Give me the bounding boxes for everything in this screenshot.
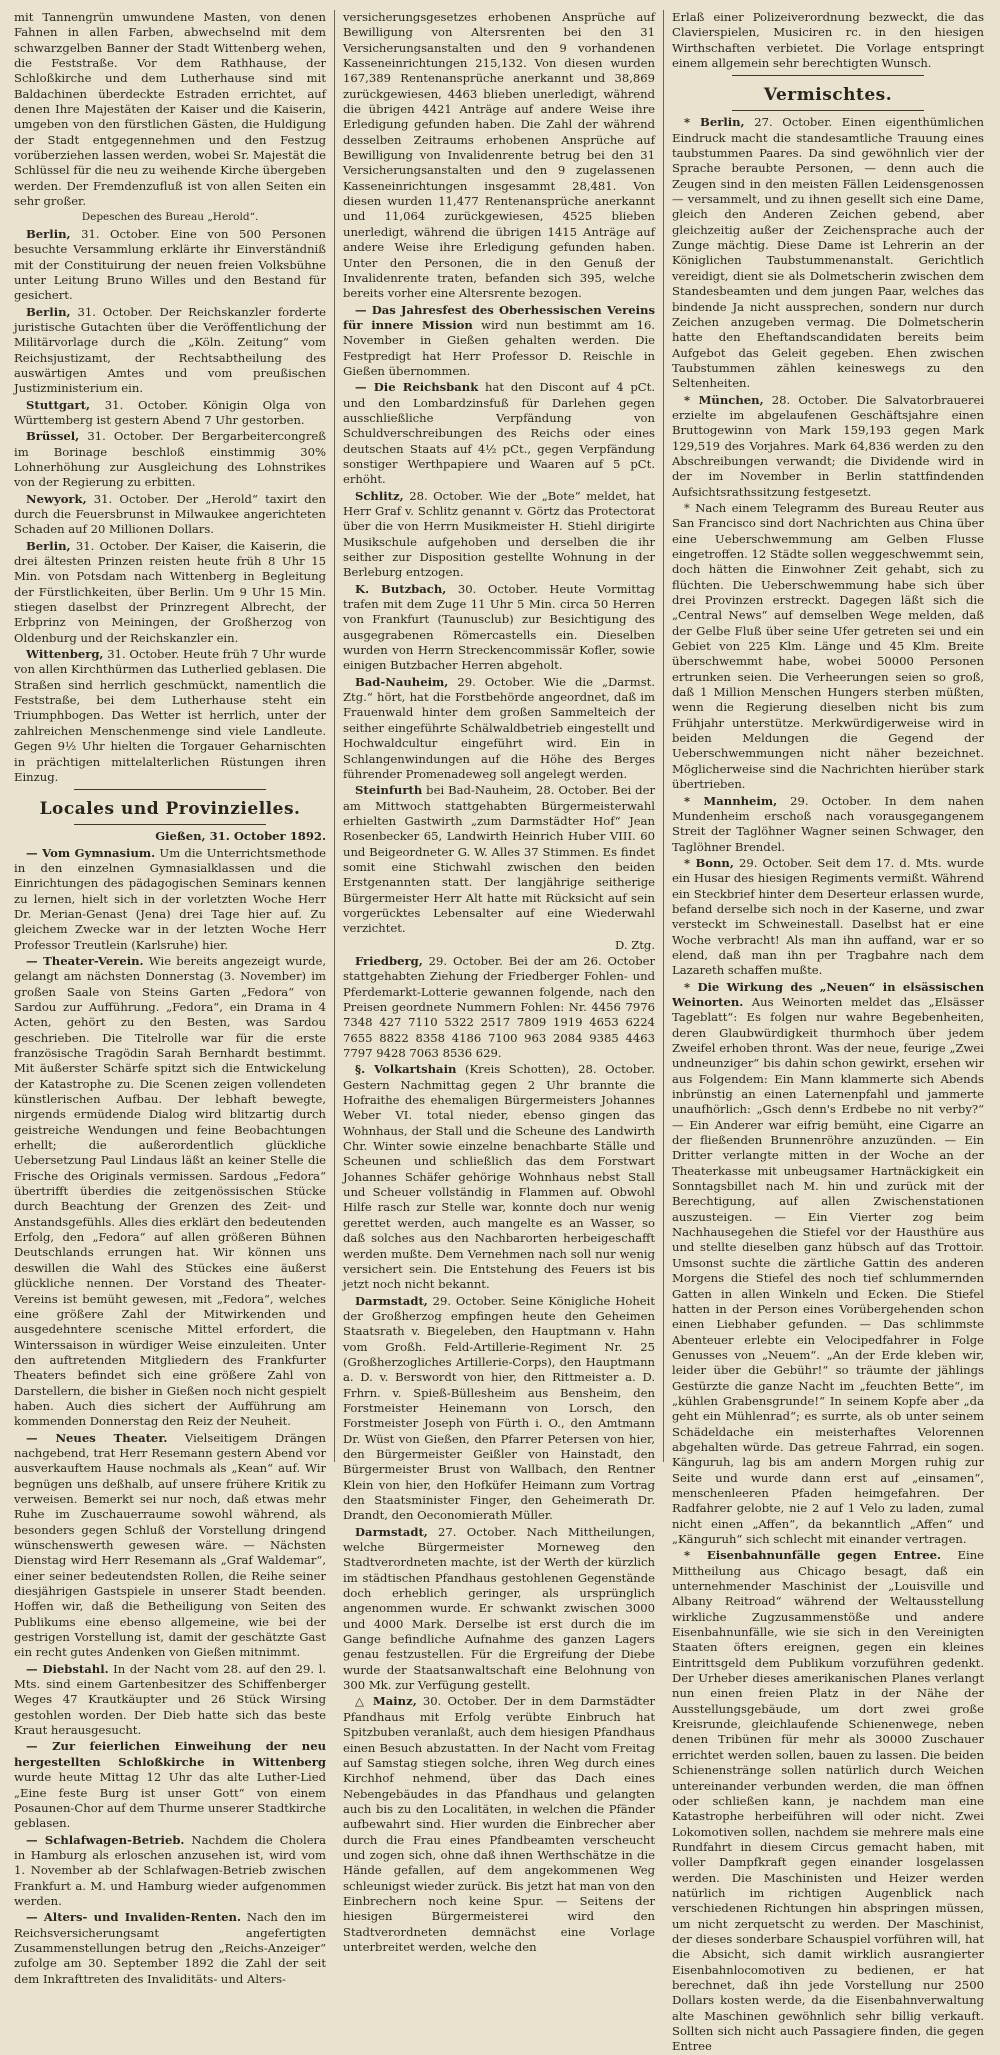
paragraph: Steinfurth bei Bad-Nauheim, 28. October. Bei der am Mittwoch stattgehabten Bürgermeisterwahl erhielten Gastwirth „zum Darmstädter Hof“ Jean Rosenbecker 65, Landwirth Heinrich Huber VIII. 60 und Beigeordneter G. W. Alles 37 Stimmen. Es findet somit eine Stichwahl zwischen den beiden Erstgenannten statt. Der langjährige seitherige Bürgermeister Herr Alt hatte mit Rücksicht auf sein vorgerücktes Lebensalter auf eine Wiederwahl verzichtet.: [343, 783, 656, 936]
paragraph: Stuttgart, 31. October. Königin Olga von Württemberg ist gestern Abend 7 Uhr gestorben.: [14, 397, 327, 427]
paragraph: — Alters- und Invaliden-Renten. Nach den im Reichsversicherungsamt angefertigten Zusammenstellungen betrug den „Reichs-Anzeiger“ zufolge am 30. September 1892 die Zahl der seit dem Inkrafttreten des Invaliditäts- und Alters-: [14, 1910, 327, 1986]
paragraph: mit Tannengrün umwundene Masten, von denen Fahnen in allen Farben, abwechselnd mit dem schwarzgelben Banner der Stadt Wittenberg wehen, die Feststraße. Vor dem Rathhause, der Schloßkirche und dem Lutherhause sind mit Baldachinen überdeckte Estraden errichtet, auf denen Ihre Majestäten der Kaiser und die Kaiserin, umgeben von den fürstlichen Gästen, die Huldigung der Stadt entgegennehmen und den Festzug vorüberziehen lassen werden, wobei Sr. Majestät die Schlüssel für die neu zu weihende Kirche übergeben werden. Der Fremdenzufluß ist von allen Seiten ein sehr großer.: [14, 10, 327, 209]
paragraph: Berlin, 31. October. Eine von 500 Personen besuchte Versammlung erklärte ihr Einverständniß mit der Constituirung der neuen freien Volksbühne unter Leitung Bruno Willes und den Bestand für gesichert.: [14, 226, 327, 303]
column-rule: [334, 10, 335, 1462]
section-heading: Vermischtes.: [763, 85, 893, 106]
paragraph: versicherungsgesetzes erhobenen Ansprüche auf Bewilligung von Altersrenten bei den 31 Versicherungsanstalten und den 9 vorhandenen Kasseneinrichtungen 215,132. Von diesen wurden 167,389 Rentenansprüche anerkannt und 38,869 zurückgewiesen, 4463 blieben unerledigt, während die übrigen 4421 Anträge auf andere Weise ihre Erledigung gefunden haben. Die Zahl der während desselben Zeitraums erhobenen Ansprüche auf Bewilligung von Invalidenrente betrug bei den 31 Versicherungsanstalten und den 9 zugelassenen Kasseneinrichtungen insgesammt 28,481. Von diesen wurden 11,477 Rentenansprüche anerkannt und 11,064 zurückgewiesen, 4525 blieben unerledigt, während die übrigen 1415 Anträge auf andere Weise ihre Erledigung gefunden haben. Unter den Personen, die in den Genuß der Invalidenrente traten, befanden sich 395, welche bereits vorher eine Altersrente bezogen.: [343, 10, 656, 301]
paragraph: * Nach einem Telegramm des Bureau Reuter aus San Francisco sind dort Nachrichten aus China über eine Ueberschwemmung am Gelben Flusse eingetroffen. 12 Städte sollen weggeschwemmt sein, doch hätten die Einwohner Zeit gehabt, sich zu flüchten. Die Ueberschwemmung habe sich über drei Provinzen erstreckt. Dagegen läßt sich die „Central News“ auf demselben Wege melden, daß der Gelbe Fluß über seine Ufer getreten sei und ein Gebiet von 225 Klm. Länge und 45 Klm. Breite überschwemmt habe, wobei 50000 Personen ertrunken seien. Die Verheerungen seien so groß, daß 1 Million Menschen Hungers sterben müßten, wenn die Regierung dieselben nicht bis zum Frühjahr unterstütze. Merkwürdigerweise wird in beiden Meldungen die Gegend der Ueberschwemmungen nicht näher bezeichnet. Möglicherweise sind die Nachrichten hierüber stark übertrieben.: [672, 500, 985, 792]
paragraph: — Vom Gymnasium. Um die Unterrichtsmethode in den einzelnen Gymnasialklassen und die Einrichtungen des pädagogischen Seminars kennen zu lernen, hielt sich in der vorletzten Woche Herr Dr. Merian-Genast (Jena) drei Tage hier auf. Zu gleichem Zwecke war in der letzten Woche Herr Professor Treutlein (Karlsruhe) hier.: [14, 845, 327, 952]
paragraph: — Die Reichsbank hat den Discont auf 4 pCt. und den Lombardzinsfuß für Darlehen gegen ausschließliche Verpfändung von Schuldverschreibungen des Reichs oder eines deutschen Staats auf 4½ pCt., gegen Verpfändung sonstiger Werthpapiere und Waaren auf 5 pCt. erhöht.: [343, 380, 656, 487]
paragraph: K. Butzbach, 30. October. Heute Vormittag trafen mit dem Zuge 11 Uhr 5 Min. circa 50 Herren von Frankfurt (Taunusclub) zur Besichtigung des ausgegrabenen Römercastells ein. Dieselben wurden von Herrn Streckencommissär Kofler, sowie einigen Butzbacher Herren abgeholt.: [343, 581, 656, 673]
column-3: [672, 10, 985, 2054]
paragraph: * Berlin, 27. October. Einen eigenthümlichen Eindruck macht die standesamtliche Trauung eines taubstummen Paares. Da sind gewöhnlich vier der Sprache beraubte Personen, — denn auch die Zeugen sind in den meisten Fällen Leidensgenossen — versammelt, und zu ihnen gesellt sich eine Dame, gleich den Anderen Zeichen gebend, aber gleichzeitig außer der Zeichensprache auch der Zunge mächtig. Diese Dame ist Lehrerin an der Königlichen Taubstummenanstalt. Gerichtlich vereidigt, dient sie als Dolmetscherin zwischen dem Standesbeamten und dem jungen Paar, welches das bindende Ja nicht aussprechen, sondern nur durch Zeichen anzugeben vermag. Die Dolmetscherin hatte den Eheftandscandidaten bereits beim Aufgebot das Geleit gegeben. Ehen zwischen Taubstummen zählen keineswegs zu den Seltenheiten.: [672, 115, 985, 391]
section-divider: [732, 110, 924, 111]
paragraph: * Eisenbahnunfälle gegen Entree. Eine Mittheilung aus Chicago besagt, daß ein unternehmender Maschinist der „Louisville und Albany Reitroad“ während der Weltausstellung wirkliche Zugzusammenstöße und andere Eisenbahnunfälle, wie sie sich in den Vereinigten Staaten öfters ereignen, gegen ein kleines Eintrittsgeld dem Publikum vorzuführen gedenkt. Der Urheber dieses amerikanischen Planes verlangt nun einen freien Platz in der Nähe der Ausstellungsgebäude, um dort zwei große Kreisrunde, gleichlaufende Schienenwege, neben denen Tribünen für mehr als 30000 Zuschauer errichtet werden sollen, bauen zu lassen. Die beiden Schienenstränge sollen natürlich durch Weichen untereinander verbunden werden, die man öffnen oder schließen kann, je nachdem man eine Katastrophe herbeiführen will oder nicht. Zwei Lokomotiven sollen, nachdem sie mehrere mals eine Rundfahrt in diesem Circus gemacht haben, mit voller Dampfkraft gegen einander losgelassen werden. Die Maschinisten und Heizer werden natürlich im richtigen Augenblick nach verschiedenen Richtungen hin abspringen müssen, um nicht zerquetscht zu werden. Der Maschinist, der dieses sonderbare Schauspiel vorführen will, hat die Absicht, sich damit wirklich ausrangierter Eisenbahnlocomotiven zu bedienen, er hat berechnet, daß ihn jede Vorstellung nur 2500 Dollars kosten werde, da die Eisenbahnverwaltung alte Maschinen gewöhnlich sehr billig verkauft. Sollten sich nicht auch Passagiere finden, die gegen Entree: [672, 1548, 985, 2054]
paragraph: — Theater-Verein. Wie bereits angezeigt wurde, gelangt am nächsten Donnerstag (3. November) im großen Saale von Steins Garten „Fedora“ von Sardou zur Aufführung. „Fedora“, ein Drama in 4 Acten, gehört zu den Besten, was Sardou geschrieben. Die Titelrolle war für die erste französische Tragödin Sarah Bernhardt bestimmt. Mit äußerster Schärfe spitzt sich die Entwickelung der Katastrophe zu. Die Scenen zeigen vollendeten künstlerischen Aufbau. Der lebhaft bewegte, nirgends ermüdende Dialog wird blitzartig durch geistreiche Wendungen und feine Beobachtungen erhellt; die außerordentlich glückliche Uebersetzung Paul Lindaus läßt an keiner Stelle die Frische des Originals vermissen. Sardous „Fedora“ übertrifft überdies die zeitgenössischen Stücke durch Beachtung der Grenzen des Zeit- und Anstandsgefühls. Alles dies erklärt den bedeutenden Erfolg, den „Fedora“ auf allen größeren Bühnen Deutschlands errungen hat. Wir können uns deswillen die Wahl des Stückes eine äußerst glückliche nennen. Der Vorstand des Theater-Vereins ist bemüht gewesen, mit „Fedora“, welches eine größere Zahl der Mitwirkenden und ausgedehntere scenische Mittel erfordert, die Winterssaison in würdiger Weise einzuleiten. Unter den auftretenden Mitgliedern des Frankfurter Theaters befindet sich eine größere Zahl von Darstellern, die bisher in Gießen noch nicht gespielt haben. Auch dies sichert der Aufführung am kommenden Donnerstag den Reiz der Neuheit.: [14, 953, 327, 1429]
paragraph: — Neues Theater. Vielseitigem Drängen nachgebend, trat Herr Resemann gestern Abend vor ausverkauftem Hause nochmals als „Kean“ auf. Wir begnügen uns deßhalb, auf unsere frühere Kritik zu verweisen. Bemerkt sei nur noch, daß etwas mehr Ruhe im Zuschauerraume sowohl während, als besonders gegen Schluß der Vorstellung dringend wünschenswerth gewesen wäre. — Nächsten Dienstag wird Herr Resemann als „Graf Waldemar“, einer seiner bedeutendsten Rollen, die Reihe seiner diesjährigen Gastspiele in unserer Stadt beenden. Hoffen wir, daß die Betheiligung von Seiten des Publikums eine ebenso allgemeine, wie bei der gestrigen Vorstellung ist, damit der geschätzte Gast ein recht gutes Andenken von Gießen mitnimmt.: [14, 1430, 327, 1660]
section-heading: Locales und Provinzielles.: [39, 799, 301, 820]
dateline: Gießen, 31. October 1892.: [155, 829, 327, 844]
column-1: [14, 10, 327, 1986]
paragraph: Erlaß einer Polizeiverordnung bezweckt, die das Clavierspielen, Musiciren rc. in den hiesigen Wirthschaften verbietet. Die Vorlage entspringt einem allgemein sehr berechtigten Wunsch.: [672, 10, 985, 71]
paragraph: Berlin, 31. October. Der Kaiser, die Kaiserin, die drei ältesten Prinzen reisten heute früh 8 Uhr 15 Min. von Potsdam nach Wittenberg in Begleitung der Fürstlichkeiten, über Berlin. Um 9 Uhr 15 Min. stiegen daselbst der Prinzregent Albrecht, der Erbprinz von Meiningen, der Großherzog von Oldenburg und der Reichskanzler ein.: [14, 538, 327, 645]
columns: [14, 10, 985, 2054]
paragraph: Darmstadt, 27. October. Nach Mittheilungen, welche Bürgermeister Morneweg den Stadtverordneten machte, ist der Werth der kürzlich im städtischen Pfandhaus gestohlenen Gegenstände doch erheblich geringer, als ursprünglich angenommen wurde. Er schwankt zwischen 3000 und 4000 Mark. Derselbe ist erst durch die im Gange befindliche Aufnahme des ganzen Lagers genau festzustellen. Für die Ergreifung der Diebe wurde der Staatsanwaltschaft eine Belohnung von 300 Mk. zur Verfügung gestellt.: [343, 1524, 656, 1693]
paragraph: — Schlafwagen-Betrieb. Nachdem die Cholera in Hamburg als erloschen anzusehen ist, wird vom 1. November ab der Schlafwagen-Betrieb zwischen Frankfurt a. M. und Hamburg wieder aufgenommen werden.: [14, 1832, 327, 1908]
column-2: [343, 10, 656, 1954]
paragraph: Schlitz, 28. October. Wie der „Bote“ meldet, hat Herr Graf v. Schlitz genannt v. Görtz das Protectorat über die von Herrn Musikmeister H. Stiehl dirigirte Musikschule aufgehoben und derselben die ihr seither zur Disposition gestellte Wohnung in der Berleburg entzogen.: [343, 488, 656, 580]
section-divider: [74, 789, 266, 790]
source-credit: D. Ztg.: [614, 937, 656, 952]
paragraph: * München, 28. October. Die Salvatorbrauerei erzielte im abgelaufenen Geschäftsjahre einen Bruttogewinn von Mark 159,193 gegen Mark 129,519 des Vorjahres. Mark 64,836 werden zu den Abschreibungen verwandt; die Dividende wird in der im November in Berlin stattfindenden Aufsichtsrathssitzung festgesetzt.: [672, 392, 985, 499]
paragraph: Darmstadt, 29. October. Seine Königliche Hoheit der Großherzog empfingen heute den Geheimen Staatsrath v. Biegeleben, den Hauptmann v. Hahn vom Großh. Feld-Artillerie-Regiment Nr. 25 (Großherzogliches Artillerie-Corps), den Hauptmann a. D. v. Berswordt von hier, den Rittmeister a. D. Frhrn. v. Spieß-Büllesheim aus Bensheim, den Forstmeister Heinemann von Lorsch, den Forstmeister Joseph von Fürth i. O., den Amtmann Dr. Wüst von Gießen, den Pfarrer Petersen von hier, den Bürgermeister Geißler von Hainstadt, den Bürgermeister Brust von Wallbach, den Rentner Klein von hier, den Hofküfer Heimann zum Vortrag den Staatsminister Finger, den Geheimerath Dr. Drandt, den Oeconomierath Müller.: [343, 1293, 656, 1523]
paragraph: — Zur feierlichen Einweihung der neu hergestellten Schloßkirche in Wittenberg wurde heute Mittag 12 Uhr das alte Luther-Lied „Eine feste Burg ist unser Gott“ von einem Posaunen-Chor auf dem Thurme unserer Stadtkirche geblasen.: [14, 1739, 327, 1831]
paragraph: △ Mainz, 30. October. Der in dem Darmstädter Pfandhaus mit Erfolg verübte Einbruch hat Spitzbuben veranlaßt, auch dem hiesigen Pfandhaus einen Besuch abzustatten. In der Nacht vom Freitag auf Samstag stiegen solche, ihren Weg durch eines Kirchhof nehmend, über das Dach eines Nebengebäudes in das Pfandhaus und gelangten auch bis zu den Localitäten, in welchen die Pfänder aufbewahrt sind. Hier wurden die Einbrecher aber durch die Frau eines Pfandbeamten verscheucht und zogen sich, ohne daß ihnen Werthschätze in die Hände gefallen, auf dem angekommenen Weg schleunigst wieder zurück. Bis jetzt hat man von den Einbrechern noch keine Spur. — Seitens der hiesigen Bürgermeisterei wird den Stadtverordneten demnächst eine Vorlage unterbreitet werden, welche den: [343, 1694, 656, 1954]
paragraph: Brüssel, 31. October. Der Bergarbeitercongreß im Borinage beschloß einstimmig 30% Lohnerhöhung zur Ausgleichung des Lohnstrikes von der Regierung zu erbitten.: [14, 429, 327, 490]
section-divider: [74, 824, 266, 825]
paragraph: Newyork, 31. October. Der „Herold“ taxirt den durch die Feuersbrunst in Milwaukee angerichteten Schaden auf 20 Millionen Dollars.: [14, 491, 327, 537]
paragraph: * Mannheim, 29. October. In dem nahen Mundenheim erschoß nach vorausgegangenem Streit der Taglöhner Wagner seinen Schwager, den Taglöhner Brendel.: [672, 793, 985, 854]
paragraph: §. Volkartshain (Kreis Schotten), 28. October. Gestern Nachmittag gegen 2 Uhr brannte die Hofraithe des ehemaligen Bürgermeisters Johannes Weber VI. total nieder, ebenso gingen das Wohnhaus, der Stall und die Scheune des Landwirth Chr. Winter sowie einzelne benachbarte Ställe und Scheunen und schließlich das dem Forstwart Johannes Schäfer gehörige Wohnhaus nebst Stall und Scheuer vollständig in Flammen auf. Obwohl Hilfe rasch zur Stelle war, konnte doch nur wenig gerettet werden, auch mangelte es an Wasser, so daß solches aus den Nachbarorten herbeigeschafft werden mußte. Dem Vernehmen nach soll nur wenig versichert sein. Die Entstehung des Feuers ist bis jetzt noch nicht bekannt.: [343, 1062, 656, 1292]
column-rule: [663, 10, 664, 1462]
paragraph: * Die Wirkung des „Neuen“ in elsässischen Weinorten. Aus Weinorten meldet das „Elsässer Tageblatt“: Es folgen nur wahre Begebenheiten, deren Glaubwürdigkeit thurmhoch über jedem Zweifel erhoben thront. Was der neue, feurige „Zwei undneunziger“ bis dahin schon gewirkt, ersehen wir aus Folgendem: Ein Mann klammerte sich Abends inbrünstig an einen Laternenpfahl und jammerte unaufhörlich: „Gsch denn's Erdbebe no nit verby?“ — Ein Anderer war eifrig bemüht, eine Cigarre an der fließenden Brunnenröhre anzuzünden. — Ein Dritter verlangte mitten in der Woche an der Theaterkasse mit unbeugsamer Hartnäckigkeit ein Sonntagsbillet nach M. hin und zurück mit der Berechtigung, auf allen Zwischenstationen auszusteigen. — Ein Vierter zog beim Nachhausegehen die Stiefel vor der Hausthüre aus und stellte dieselben ganz hübsch auf das Trottoir. Umsonst suchte die zärtliche Gattin des anderen Morgens die Stiefel des noch tief schlummernden Gatten in allen Winkeln und Ecken. Die Stiefel hatten in der Person eines Vorübergehenden schon einen Liebhaber gefunden. — Das schlimmste Abenteuer erlebte ein Velocipedfahrer in Folge Genusses von „Neuem“. „An der Erde kleben wir, leider über die Gebühr!“ so träumte der jählings Gestürzte die ganze Nacht im „feuchten Bette“, im „kühlen Grabensgrunde!“ In seinem Kopfe aber „da geht ein Mühlenrad“; es surrte, als ob unter seinem Schädeldache ein meisterhaftes Velorennen abgehalten würde. Das getreue Fahrrad, ein sogen. Känguruh, lag bis am andern Morgen ruhig zur Seite und wurde dann erst auf „einsamen“, menschenleeren Pfaden heimgefahren. Der Radfahrer gelobte, nie 2 auf 1 Velo zu laden, zumal nicht einen „Affen“, da bekanntlich „Affen“ und „Känguruh“ sich schlecht mit einander vertragen.: [672, 979, 985, 1546]
paragraph: — Das Jahresfest des Oberhessischen Vereins für innere Mission wird nun bestimmt am 16. November in Gießen gehalten werden. Die Festpredigt hat Herr Professor D. Reischle in Gießen übernommen.: [343, 302, 656, 378]
paragraph: — Diebstahl. In der Nacht vom 28. auf den 29. l. Mts. sind einem Gartenbesitzer des Schiffenberger Weges 47 Krautkäupter und 26 Stück Wirsing gestohlen worden. Der Dieb hatte sich das beste Kraut herausgesucht.: [14, 1661, 327, 1738]
section-divider: [732, 75, 924, 76]
paragraph: Berlin, 31. October. Der Reichskanzler forderte juristische Gutachten über die Veröffentlichung der Militärvorlage durch die „Köln. Zeitung“ vom Reichsjustizamt, der Rechtsabtheilung des auswärtigen Amtes und vom preußischen Justizministerium ein.: [14, 304, 327, 396]
depeschen-heading: Depeschen des Bureau „Herold“.: [81, 211, 259, 224]
paragraph: Wittenberg, 31. October. Heute früh 7 Uhr wurde von allen Kirchthürmen das Lutherlied geblasen. Die Straßen sind herrlich geschmückt, namentlich die Feststraße, bei dem Lutherhause steht ein Triumphbogen. Das Wetter ist herrlich, unter der zahlreichen Menschenmenge sind viele Landleute. Gegen 9½ Uhr hielten die Torgauer Geharnischten in prächtigen mittelalterlichen Rüstungen ihren Einzug.: [14, 647, 327, 784]
paragraph: Friedberg, 29. October. Bei der am 26. October stattgehabten Ziehung der Friedberger Fohlen- und Pferdemarkt-Lotterie gewannen folgende, nach den Preisen geordnete Nummern Fohlen: Nr. 4456 7976 7348 427 7110 5322 2517 7809 1919 4653 6224 7655 8822 8358 4186 7100 963 2084 9385 4463 7797 9428 7063 8536 629.: [343, 953, 656, 1061]
paragraph: Bad-Nauheim, 29. October. Wie die „Darmst. Ztg.“ hört, hat die Forstbehörde angeordnet, daß im Frauenwald hinter dem großen Sammelteich der seither eingeführte Schälwaldbetrieb eingestellt und Hochwaldcultur eingeführt wird. Ein in Schlangenwindungen auf die Höhe des Berges führender Promenadeweg soll angelegt werden.: [343, 674, 656, 781]
paragraph: * Bonn, 29. October. Seit dem 17. d. Mts. wurde ein Husar des hiesigen Regiments vermißt. Während ein Steckbrief hinter dem Deserteur erlassen wurde, befand derselbe sich noch in der Kaserne, und zwar versteckt im Schweinestall. Daselbst hat er eine Woche verbracht! Als man ihn auffand, war er so elend, daß man ihn per Tragbahre nach dem Lazareth schaffen mußte.: [672, 855, 985, 978]
